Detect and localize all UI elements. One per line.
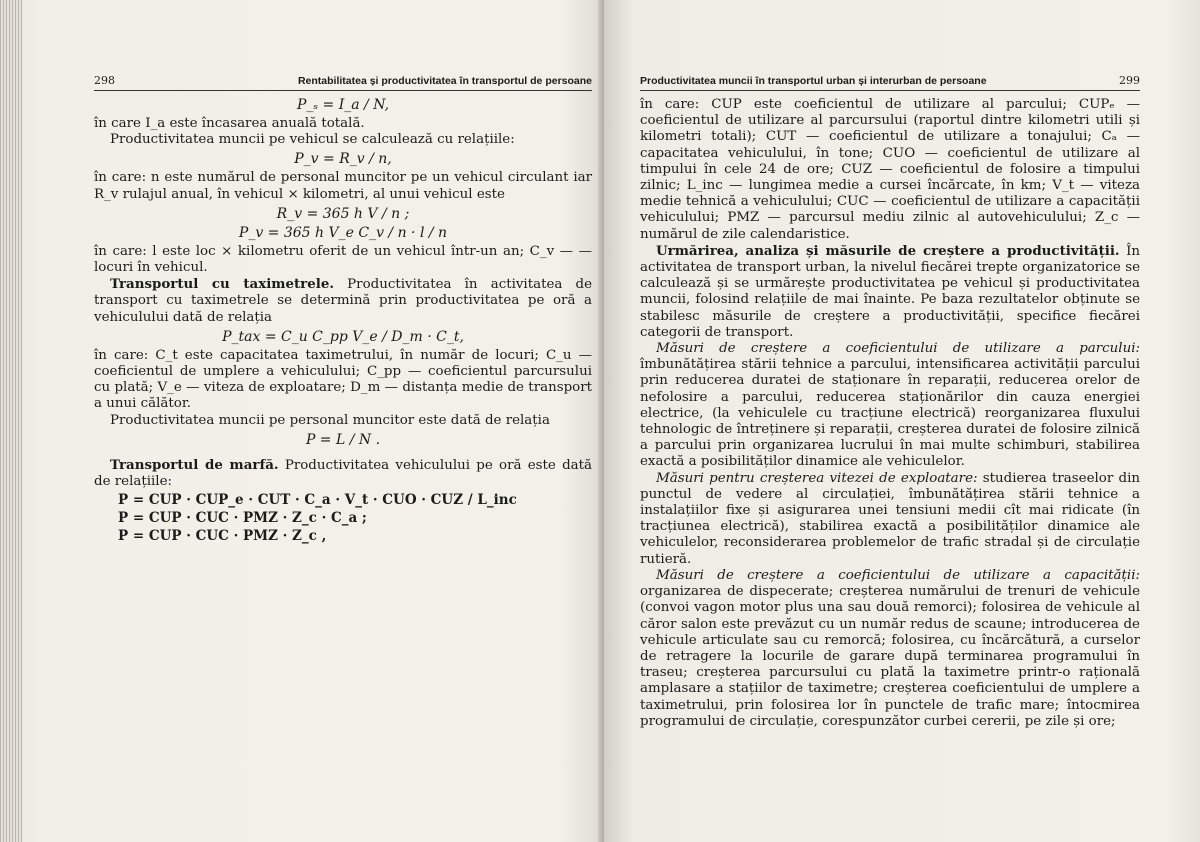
right-page-header: [640, 74, 1140, 91]
subheading-fleet: Măsuri de creștere a coeficientului de utilizare a parcului:: [656, 341, 1140, 357]
paragraph-text: În activitatea de transport urban, la nivelul fiecărei trepte organizatorice se calculează și se urmărește productivitatea pe vehicul și productivitatea muncii, folosind relațiile de mai înainte. Pe baza rezultatelor obținute se stabilesc măsurile de creștere a productivității, specifice fiecărei categorii de transport.: [640, 243, 1140, 340]
paragraph: Productivitatea muncii pe vehicul se calculează cu relațiile:: [110, 132, 515, 148]
right-page: [604, 0, 1200, 842]
paragraph: în care: l este loc × kilometru oferit de un vehicul într-un an; C_v — — locuri în vehicul.: [94, 243, 592, 276]
paragraph-text: Productivitatea vehiculului pe oră este dată de relațiile:: [94, 457, 593, 490]
equation-freight-3: P = CUP · CUC · PMZ · Z_c ,: [118, 528, 327, 545]
paragraph-text: Productivitatea în activitatea de transport cu taximetrele se determină prin productivitatea pe oră a vehiculului dată de relația: [94, 277, 593, 325]
paragraph-speed-measures: [640, 471, 1140, 568]
left-running-title: Rentabilitatea și productivitatea în transportul de persoane: [297, 75, 592, 87]
paragraph-text: îmbunătățirea stării tehnice a parcului, intensificarea activității parcului prin reducerea duratei de staționare în reparații, reducerea orelor de nefolosire a parcului, reducerea staționărilor din cauza energiei electrice, (la vehiculele cu tracțiune electrică) reorganizarea fluxului tehnologic de întreținere și reparații, creșterea duratei de folosire zilnică a parcului prin organizarea lucrului în mai multe schimburi, stabilirea exactă a posibilităților dinamice ale vehiculelor.: [640, 357, 1140, 470]
paragraph-capacity-measures: [640, 568, 1140, 730]
left-page-number: 298: [94, 74, 115, 87]
section-heading-freight: Transportul de marfă.: [110, 456, 279, 473]
equation-taxi-productivity: P_tax = C_u C_pp V_e / D_m · C_t,: [222, 328, 464, 345]
subheading-capacity: Măsuri de creștere a coeficientului de utilizare a capacității:: [656, 567, 1140, 583]
paragraph-monitoring: [640, 243, 1140, 341]
section-heading-monitoring: Urmărirea, analiza și măsurile de creștere a productivității.: [656, 242, 1120, 259]
equation-productivity-total: P_ₛ = I_a / N,: [296, 97, 390, 113]
paragraph: în care: CUP este coeficientul de utilizare al parcului; CUPₑ — coeficientul de utilizare al parcursului (raportul dintre kilometri utili și kilometri totali); CUT — coeficientul de utilizare a tonajului; Cₐ — capacitatea vehiculului, în tone; CUO — coeficientul de utilizare al timpului în cele 24 de ore; CUZ — coeficientul de folosire a timpului zilnic; L_inc — lungimea medie a cursei încărcate, în km; V_t — viteza medie tehnică a vehiculului; CUC — coeficientul de utilizare a capacității vehiculului; PMZ — parcursul mediu zilnic al autovehiculului; Z_c — numărul de zile calendaristice.: [640, 97, 1140, 242]
equation-labor-productivity: P = L / N .: [305, 431, 381, 448]
right-running-title: Productivitatea muncii în transportul urban și interurban de persoane: [640, 75, 987, 87]
paragraph: Productivitatea muncii pe personal muncitor este dată de relația: [110, 412, 550, 428]
equation-productivity-places: P_v = 365 h V_e C_v / n · l / n: [238, 224, 448, 241]
paragraph: în care I_a este încasarea anuală totală.: [94, 116, 365, 131]
right-page-number: 299: [1119, 74, 1140, 87]
paragraph-text: organizarea de dispecerate; creșterea numărului de trenuri de vehicule (convoi vagon motor plus una sau două remorci); folosirea de vehicule al căror salon este prevăzut cu un număr redus de scaune; introducerea de vehicule articulate sau cu remorcă; folosirea, cu încărcătură, a curselor de retragere la locurile de garare după terminarea programului în traseu; creșterea parcursului cu plată la taximetre printr-o rațională amplasare a stațiilor de taximetre; creșterea coeficientului de umplere a taximetrului, prin folosirea lor în punctele de trafic mare; întocmirea programului de circulație, corespunzător curbei cererii, pe zile și ore;: [640, 584, 1140, 729]
subheading-speed: Măsuri pentru creșterea vitezei de exploatare:: [656, 470, 978, 486]
paragraph-taxi: [94, 276, 592, 326]
equation-annual-run: R_v = 365 h V / n ;: [276, 205, 410, 222]
equation-freight-2: P = CUP · CUC · PMZ · Z_c · C_a ;: [118, 510, 367, 527]
left-page-header: [94, 74, 592, 91]
page-edge-decoration: [0, 0, 22, 842]
equation-productivity-vehicle: P_v = R_v / n,: [294, 151, 392, 168]
paragraph-freight: [94, 457, 592, 490]
paragraph-text: studierea traseelor din punctul de vedere al circulației, îmbunătățirea stării tehnice a instalațiilor fixe și asigurarea unei tensiuni medii cît mai ridicate (în tracțiunea electrică), stabilirea exactă a posibilităților dinamice ale vehiculelor, reconsiderarea problemelor de trafic stradal și de circulație rutieră.: [640, 470, 1140, 567]
paragraph: în care: n este numărul de personal muncitor pe un vehicul circulant iar R_v rulajul anual, în vehicul × kilometri, al unui vehicul este: [94, 170, 592, 202]
section-heading-taxi: Transportul cu taximetrele.: [110, 276, 335, 293]
paragraph-fleet-measures: [640, 341, 1140, 471]
equation-freight-1: P = CUP · CUP_e · CUT · C_a · V_t · CUO · CUZ / L_inc: [118, 492, 517, 509]
paragraph: în care: C_t este capacitatea taximetrului, în număr de locuri; C_u — coeficientul de umplere a vehiculului; C_pp — coeficientul parcursului cu plată; V_e — viteza de exploatare; D_m — distanța medie de transport a unui călător.: [94, 347, 592, 412]
